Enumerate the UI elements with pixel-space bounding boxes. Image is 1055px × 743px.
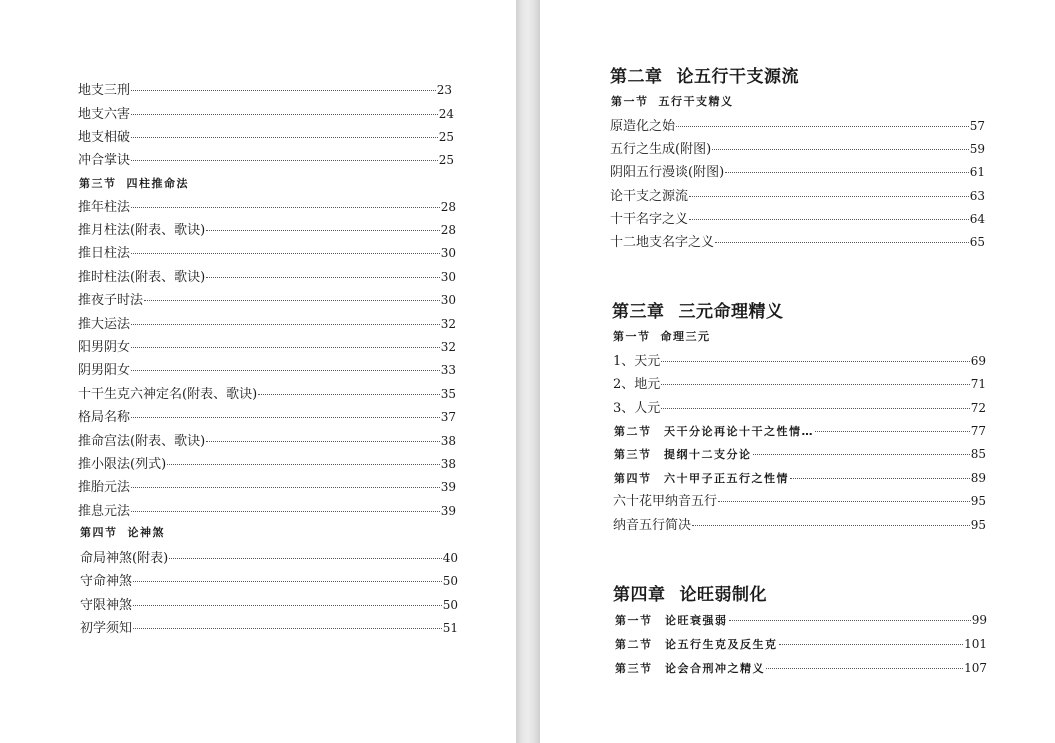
chapter-title: 论旺弱制化 [679, 585, 767, 605]
dot-leader [167, 463, 440, 465]
toc-entry-label: 格局名称 [78, 410, 131, 425]
toc-entry[interactable] [80, 573, 458, 590]
dot-leader [258, 393, 440, 395]
toc-entry[interactable] [78, 479, 456, 496]
toc-entry-page: 89 [970, 471, 986, 485]
toc-entry[interactable] [78, 456, 456, 473]
left-page [0, 0, 516, 743]
section-title: 五行干支精义 [658, 95, 734, 108]
chapter-heading[interactable] [610, 67, 799, 87]
dot-leader [131, 346, 440, 348]
toc-entry-label: 推大运法 [78, 317, 131, 332]
toc-entry-label: 阴男阳女 [78, 363, 131, 378]
chapter-title: 三元命理精义 [678, 302, 784, 322]
toc-entry-label: 推夜子时法 [78, 293, 144, 308]
dot-leader [689, 218, 969, 220]
toc-entry-label: 推胎元法 [78, 480, 131, 495]
section-number: 第一节 [613, 330, 651, 343]
toc-entry[interactable] [80, 550, 458, 567]
toc-entry[interactable] [78, 433, 456, 450]
toc-entry[interactable] [78, 199, 456, 216]
dot-leader [206, 229, 440, 231]
toc-entry[interactable] [613, 400, 986, 417]
toc-entry[interactable] [78, 339, 456, 356]
toc-entry[interactable] [78, 503, 456, 520]
toc-entry[interactable] [610, 188, 985, 205]
toc-entry-section[interactable] [615, 612, 987, 629]
toc-entry[interactable] [78, 245, 456, 262]
dot-leader [131, 416, 440, 418]
toc-entry-section[interactable] [615, 636, 987, 653]
toc-entry-section[interactable] [614, 446, 986, 463]
toc-entry-label: 第三节 提纲十二支分论 [614, 448, 752, 461]
toc-entry-label: 地支六害 [78, 107, 131, 122]
toc-entry[interactable] [610, 118, 985, 135]
toc-entry-label: 阴阳五行漫谈(附图) [610, 165, 725, 180]
dot-leader [712, 148, 969, 150]
toc-entry[interactable] [80, 597, 458, 614]
dot-leader [790, 477, 970, 479]
section-number: 第一节 [611, 95, 649, 108]
dot-leader [206, 440, 440, 442]
dot-leader [131, 136, 438, 138]
dot-leader [131, 369, 440, 371]
toc-entry-page: 30 [440, 246, 456, 260]
toc-entry-page: 30 [440, 293, 456, 307]
toc-entry-page: 101 [964, 637, 987, 651]
toc-entry-page: 61 [969, 165, 985, 179]
toc-entry[interactable] [78, 129, 454, 146]
section-title: 论神煞 [127, 526, 165, 539]
toc-entry-page: 95 [970, 518, 986, 532]
chapter-title: 论五行干支源流 [676, 67, 799, 87]
chapter-number: 第二章 [610, 67, 663, 87]
toc-entry-label: 推年柱法 [78, 200, 131, 215]
dot-leader [133, 604, 442, 606]
toc-entry[interactable] [78, 362, 456, 379]
dot-leader [206, 276, 440, 278]
toc-entry-label: 论干支之源流 [610, 189, 689, 204]
section-heading[interactable] [613, 330, 711, 344]
section-title: 四柱推命法 [126, 177, 189, 190]
toc-entry-label: 十二地支名字之义 [610, 235, 715, 250]
toc-entry-label: 推月柱法(附表、歌诀) [78, 223, 206, 238]
chapter-number: 第三章 [612, 302, 665, 322]
toc-entry-label: 推时柱法(附表、歌诀) [78, 270, 206, 285]
toc-entry-page: 77 [970, 424, 986, 438]
toc-entry-page: 40 [442, 551, 458, 565]
toc-entry[interactable] [613, 493, 986, 510]
toc-entry-label: 五行之生成(附图) [610, 142, 712, 157]
toc-entry-page: 65 [969, 235, 985, 249]
toc-entry-label: 地支相破 [78, 130, 131, 145]
toc-entry-label: 纳音五行简决 [613, 518, 692, 533]
toc-entry[interactable] [78, 106, 454, 123]
toc-entry[interactable] [78, 269, 456, 286]
right-toc [540, 0, 1055, 743]
dot-leader [718, 500, 970, 502]
toc-entry-label: 第三节 论会合刑冲之精义 [615, 662, 765, 675]
toc-entry[interactable] [610, 164, 985, 181]
toc-entry[interactable] [78, 409, 456, 426]
toc-entry[interactable] [613, 353, 986, 370]
toc-entry-page: 35 [440, 387, 456, 401]
toc-entry[interactable] [613, 517, 986, 534]
toc-entry-page: 71 [970, 377, 986, 391]
chapter-heading[interactable] [613, 585, 767, 605]
toc-entry-label: 3、人元 [613, 401, 661, 416]
toc-entry-label: 初学须知 [80, 621, 133, 636]
toc-entry-section[interactable] [614, 423, 986, 440]
toc-entry-label: 2、地元 [613, 377, 661, 392]
toc-entry-label: 推息元法 [78, 504, 131, 519]
toc-entry[interactable] [78, 222, 456, 239]
chapter-heading[interactable] [612, 302, 784, 322]
dot-leader [729, 619, 971, 621]
toc-entry-label: 第四节 六十甲子正五行之性情 [614, 472, 789, 485]
toc-entry-label: 推日柱法 [78, 246, 131, 261]
section-heading[interactable] [611, 95, 734, 109]
toc-entry[interactable] [78, 292, 456, 309]
toc-entry-page: 57 [969, 119, 985, 133]
dot-leader [676, 125, 969, 127]
toc-entry-page: 38 [440, 434, 456, 448]
section-number: 第四节 [80, 526, 118, 539]
toc-entry[interactable] [610, 211, 985, 228]
toc-entry-label: 地支三刑 [78, 83, 131, 98]
toc-entry-page: 30 [440, 270, 456, 284]
toc-entry-page: 51 [442, 621, 458, 635]
toc-entry-label: 第二节 天干分论再论十干之性情… [614, 425, 814, 438]
dot-leader [131, 510, 440, 512]
toc-entry-label: 命局神煞(附表) [80, 551, 169, 566]
toc-entry-page: 72 [970, 401, 986, 415]
toc-entry[interactable] [610, 141, 985, 158]
dot-leader [131, 159, 438, 161]
toc-entry[interactable] [78, 152, 454, 169]
dot-leader [131, 252, 440, 254]
toc-entry-page: 24 [438, 107, 454, 121]
toc-entry-label: 第二节 论五行生克及反生克 [615, 638, 778, 651]
dot-leader [133, 580, 442, 582]
toc-entry-label: 推命宫法(附表、歌诀) [78, 434, 206, 449]
dot-leader [131, 206, 440, 208]
toc-entry[interactable] [78, 82, 452, 99]
dot-leader [144, 299, 440, 301]
toc-entry-page: 63 [969, 189, 985, 203]
toc-entry-page: 107 [964, 661, 987, 675]
section-heading[interactable] [79, 177, 189, 191]
toc-entry-page: 64 [969, 212, 985, 226]
toc-entry-page: 37 [440, 410, 456, 424]
dot-leader [725, 171, 969, 173]
toc-entry-page: 32 [440, 317, 456, 331]
toc-entry-page: 28 [440, 200, 456, 214]
toc-entry-label: 原造化之始 [610, 119, 676, 134]
toc-entry-label: 1、天元 [613, 354, 661, 369]
toc-entry-label: 十干名字之义 [610, 212, 689, 227]
dot-leader [753, 453, 970, 455]
right-page [540, 0, 1055, 743]
toc-entry-page: 33 [440, 363, 456, 377]
toc-entry-page: 38 [440, 457, 456, 471]
toc-entry-page: 95 [970, 494, 986, 508]
dot-leader [169, 557, 442, 559]
toc-entry-section[interactable] [615, 660, 987, 677]
dot-leader [661, 407, 969, 409]
toc-entry[interactable] [80, 620, 458, 637]
toc-entry-page: 50 [442, 574, 458, 588]
chapter-number: 第四章 [613, 585, 666, 605]
toc-entry[interactable] [78, 316, 456, 333]
dot-leader [133, 627, 442, 629]
toc-entry[interactable] [613, 376, 986, 393]
section-title: 命理三元 [660, 330, 711, 343]
dot-leader [131, 89, 436, 91]
toc-entry-page: 25 [438, 153, 454, 167]
toc-entry[interactable] [610, 234, 985, 251]
dot-leader [766, 667, 963, 669]
toc-entry-label: 第一节 论旺衰强弱 [615, 614, 728, 627]
dot-leader [715, 241, 969, 243]
dot-leader [131, 113, 438, 115]
dot-leader [815, 430, 970, 432]
left-toc [0, 0, 516, 743]
toc-entry-label: 十干生克六神定名(附表、歌诀) [78, 387, 258, 402]
toc-entry-label: 阳男阴女 [78, 340, 131, 355]
toc-entry-page: 50 [442, 598, 458, 612]
toc-entry-page: 28 [440, 223, 456, 237]
dot-leader [131, 486, 440, 488]
toc-entry-page: 59 [969, 142, 985, 156]
toc-entry-page: 23 [436, 83, 452, 97]
toc-entry-page: 39 [440, 504, 456, 518]
toc-entry-label: 六十花甲纳音五行 [613, 494, 718, 509]
toc-entry-page: 39 [440, 480, 456, 494]
toc-entry-section[interactable] [614, 470, 986, 487]
dot-leader [661, 383, 969, 385]
toc-entry-page: 69 [970, 354, 986, 368]
dot-leader [692, 524, 970, 526]
section-heading[interactable] [80, 526, 165, 540]
toc-entry-label: 守限神煞 [80, 598, 133, 613]
dot-leader [131, 323, 440, 325]
dot-leader [779, 643, 964, 645]
toc-entry[interactable] [78, 386, 456, 403]
toc-entry-page: 85 [970, 447, 986, 461]
toc-entry-label: 冲合掌诀 [78, 153, 131, 168]
dot-leader [661, 360, 969, 362]
toc-entry-page: 32 [440, 340, 456, 354]
dot-leader [689, 195, 969, 197]
toc-entry-label: 守命神煞 [80, 574, 133, 589]
toc-entry-label: 推小限法(列式) [78, 457, 167, 472]
toc-entry-page: 25 [438, 130, 454, 144]
toc-entry-page: 99 [971, 613, 987, 627]
book-gutter [516, 0, 540, 743]
section-number: 第三节 [79, 177, 117, 190]
